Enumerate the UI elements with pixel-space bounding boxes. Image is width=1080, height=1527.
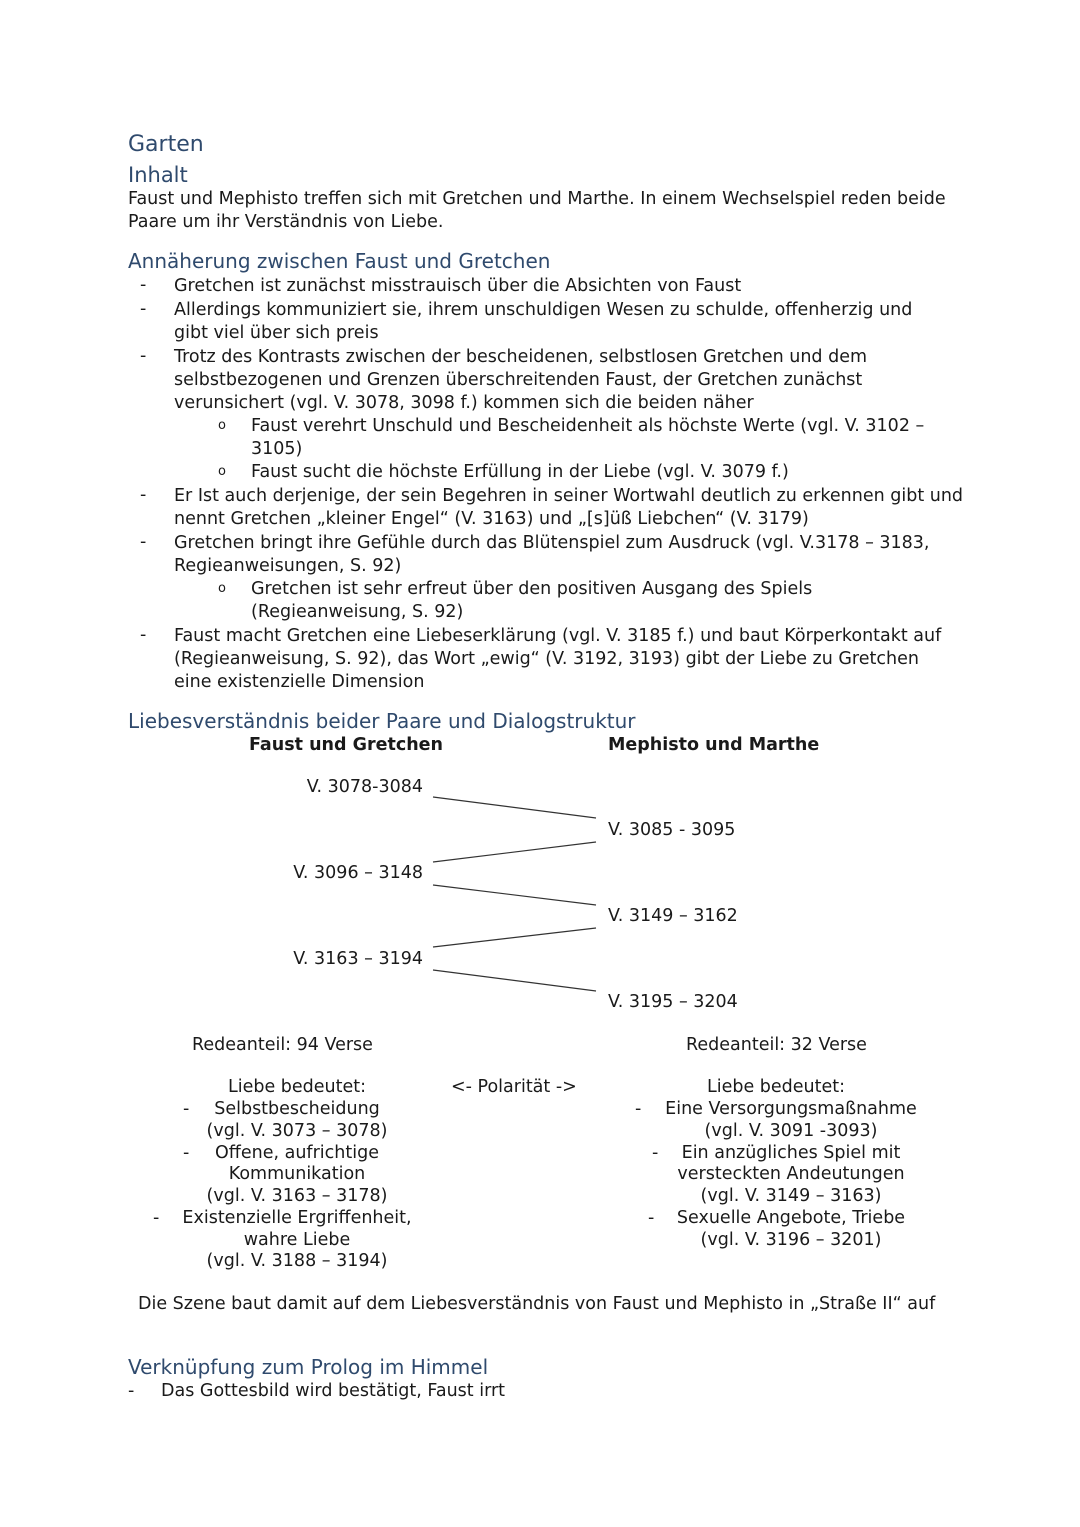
bullet-dash: - [183,1099,190,1119]
left-means: Liebe bedeutet: [227,1077,367,1097]
bullet-dash: - [140,625,147,645]
inhalt-heading: Inhalt [128,163,188,187]
annaeherung-bullet-6: Faust macht Gretchen eine Liebeserklärung (vgl. V. 3185 f.) und baut Körperkontakt auf (Regieanweisung, S. 92), das Wort „ewig“ (V. 3192, 3193) gibt der Liebe zu Gretchen eine existenzielle Dimension [174,626,942,692]
bullet-dash: - [635,1099,642,1119]
left-item-3-line-1: Existenzielle Ergriffenheit, [182,1208,412,1228]
col-header-left: Faust und Gretchen [249,735,443,755]
annaeherung-heading: Annäherung zwischen Faust und Gretchen [128,249,551,273]
annaeherung-bullet-5: Gretchen bringt ihre Gefühle durch das Blütenspiel zum Ausdruck (vgl. V.3178 – 3183, Regieanweisungen, S. 92) [174,533,930,576]
verse-right-2: V. 3149 – 3162 [608,906,738,926]
left-item-2-line-1: Offene, aufrichtige [215,1143,379,1163]
right-share: Redeanteil: 32 Verse [686,1035,867,1055]
prolog-bullet-1: Das Gottesbild wird bestätigt, Faust irrt [161,1381,506,1401]
right-item-2-line-1: Ein anzügliches Spiel mit [681,1143,901,1163]
bullet-dash: - [140,485,147,505]
annaeherung-sub-2: Faust sucht die höchste Erfüllung in der Liebe (vgl. V. 3079 f.) [251,462,789,482]
liebes-heading: Liebesverständnis beider Paare und Dialogstruktur [128,709,636,733]
connector-line [433,797,596,818]
right-item-2-line-3: (vgl. V. 3149 – 3163) [700,1186,882,1206]
left-item-2-line-3: (vgl. V. 3163 – 3178) [206,1186,388,1206]
annaeherung-bullet-2: Allerdings kommuniziert sie, ihrem unschuldigen Wesen zu schulde, offenherzig und gibt viel über sich preis [174,300,913,343]
connector-line [433,928,596,947]
left-item-1-line-1: Selbstbescheidung [214,1099,380,1119]
right-item-3-line-2: (vgl. V. 3196 – 3201) [700,1230,882,1250]
polaritaet-label: <- Polarität -> [451,1077,577,1097]
verse-right-3: V. 3195 – 3204 [608,992,738,1012]
bullet-dash: - [153,1208,160,1228]
bullet-dash: - [140,346,147,366]
bullet-circle: o [218,464,226,479]
verse-left-1: V. 3078-3084 [306,777,423,797]
inhalt-text: Faust und Mephisto treffen sich mit Gretchen und Marthe. In einem Wechselspiel reden beide Paare um ihr Verständnis von Liebe. [128,189,946,232]
left-item-2-line-2: Kommunikation [228,1164,366,1184]
bullet-circle: o [218,418,226,433]
verse-left-2: V. 3096 – 3148 [293,863,423,883]
right-item-2-line-2: versteckten Andeutungen [677,1164,905,1184]
right-item-1-line-2: (vgl. V. 3091 -3093) [704,1121,878,1141]
col-header-right: Mephisto und Marthe [608,735,820,755]
bullet-dash: - [140,275,147,295]
annaeherung-sub-3: Gretchen ist sehr erfreut über den positiven Ausgang des Spiels (Regieanweisung, S. 92) [251,579,813,622]
connector-line [433,970,596,991]
annaeherung-bullet-1: Gretchen ist zunächst misstrauisch über die Absichten von Faust [174,276,742,296]
annaeherung-sub-1: Faust verehrt Unschuld und Bescheidenheit als höchste Werte (vgl. V. 3102 – 3105) [251,416,925,459]
bullet-circle: o [218,581,226,596]
page-title: Garten [128,132,204,157]
left-share: Redeanteil: 94 Verse [192,1035,373,1055]
right-item-3-line-1: Sexuelle Angebote, Triebe [676,1208,906,1228]
bullet-dash: - [183,1143,190,1163]
verse-left-3: V. 3163 – 3194 [293,949,423,969]
annaeherung-bullet-4: Er Ist auch derjenige, der sein Begehren in seiner Wortwahl deutlich zu erkennen gibt und nennt Gretchen „kleiner Engel“ (V. 3163) und „[s]üß Liebchen“ (V. 3179) [174,486,964,529]
right-item-1-line-1: Eine Versorgungsmaßnahme [665,1099,917,1119]
verse-right-1: V. 3085 - 3095 [608,820,736,840]
left-item-3-line-3: (vgl. V. 3188 – 3194) [206,1251,388,1271]
connector-line [433,842,596,862]
bullet-dash: - [140,299,147,319]
left-item-3-line-2: wahre Liebe [243,1230,351,1250]
prolog-heading: Verknüpfung zum Prolog im Himmel [128,1355,489,1379]
liebes-conclusion: Die Szene baut damit auf dem Liebesverständnis von Faust und Mephisto in „Straße II“ auf [138,1294,936,1314]
annaeherung-bullet-3: Trotz des Kontrasts zwischen der bescheidenen, selbstlosen Gretchen und dem selbstbezogenen und Grenzen überschreitenden Faust, der Gretchen zunächst verunsichert (vgl. V. 3078, 3098 f.) kommen sich die beiden näher [174,347,868,413]
bullet-dash: - [140,532,147,552]
bullet-dash: - [652,1143,659,1163]
connector-line [433,885,596,905]
bullet-dash: - [648,1208,655,1228]
bullet-dash: - [128,1381,135,1401]
right-means: Liebe bedeutet: [706,1077,846,1097]
left-item-1-line-2: (vgl. V. 3073 – 3078) [206,1121,388,1141]
